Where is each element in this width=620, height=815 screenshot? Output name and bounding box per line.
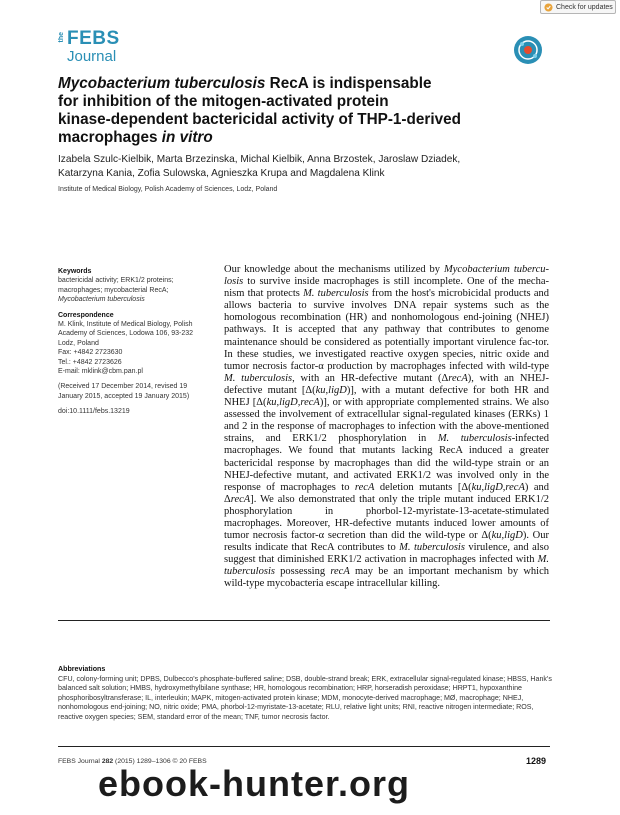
abstract-italic: recA: [448, 372, 468, 384]
title-italic-organism: Mycobacterium tuberculosis: [58, 75, 266, 92]
abstract-text: Our knowledge about the mechanisms utilized by: [224, 264, 444, 275]
received-line: January 2015, accepted 19 January 2015): [58, 392, 190, 400]
title-line3: kinase-dependent bactericidal activity of THP-1-derived: [58, 111, 461, 128]
abstract-text: from the host's microbicidal products and allows bacteria to survive involves DNA repair systems such as the homologous recombination (HR) and nonhomologous end-joining (NHEJ) pathways. It is accepted that any pathway that contributes to genome maintenance should be considered as potentially important virulence fac-tor. In these studies, we investigated reactive oxygen species, nitric oxide and tumor necrosis factor-α production by macrophages infected with wild-type: [224, 288, 549, 372]
keyword-line: Mycobacterium tuberculosis: [58, 296, 145, 304]
title-italic-in-vitro: in vitro: [161, 129, 213, 146]
title-line4: macrophages: [58, 129, 162, 146]
logo-febs: FEBS: [67, 28, 120, 49]
keywords-heading: Keywords: [58, 268, 92, 275]
abstract: [224, 264, 549, 591]
page-number: 1289: [526, 756, 547, 766]
abstract-italic: M. tuberculosis: [303, 288, 369, 300]
abstract-text: to survive inside macrophages is still incomplete. One of the mecha-nism that protects: [224, 276, 549, 300]
abstract-text: -infected macrophages. We found that mutants lacking RecA induced a greater bactericidal response by macrophages than did the wild-type strain or an NHEJ-defective mutant, and activated ERK1/2 was involved only in the response of macrophages to: [224, 433, 549, 493]
abstract-text: ) and Δ: [224, 481, 549, 505]
footer-pages: (2015) 1289–1306 © 20: [113, 758, 187, 765]
correspondence-line: M. Klink, Institute of Medical Biology, Polish: [58, 321, 193, 329]
abstract-text: virulence, and also suggest that diminished ERK1/2 activation in macrophages infected with: [224, 542, 549, 566]
abstract-italic: M. tuberculosis: [437, 433, 512, 445]
abbreviations-text: CFU, colony-forming unit; DPBS, Dulbecco's phosphate-buffered saline; DSB, double-strand break; ERK, extracellular signal-regulated kinase; HBSS, Hank's balanced salt solution; HMBS, hydroxymethylbilane synthase; HR, homologous recombination; HRP, horseradish peroxidase; HRPT1, hypoxanthine phosphoribosyltransferase; IL, interleukin; MAPK, mitogen-activated protein kinase; MDM, monocyte-derived macrophage; MØ, macrophage; NHEJ, nonhomologous end-joining; NO, nitric oxide; PMA, phorbol-12-myristate-13-acetate; RLU, relative light units; RNI, reactive nitrogen intermediate; ROS, reactive oxygen species; SEM, standard error of the mean; TNF, tumor necrosis factor.: [58, 674, 552, 721]
abstract-italic: recA: [354, 481, 375, 493]
correspondence-line: Academy of Sciences, Lodowa 106, 93-232: [58, 330, 194, 338]
febs-journal-logo: [58, 28, 128, 72]
authors-line2: Katarzyna Kania, Zofia Sulowska, Agnieszka Krupa and Magdalena Klink: [58, 168, 385, 179]
abstract-italic: ku,ligD,recA: [471, 481, 525, 493]
abstract-italic: ku,ligD: [491, 530, 523, 542]
footer-journal: FEBS Journal: [58, 758, 102, 765]
check-updates-label: Check for updates: [556, 3, 613, 11]
footer-publisher: FEBS: [186, 758, 207, 765]
correspondence-fax: Fax: +4842 2723630: [58, 349, 123, 357]
abstract-italic: ku,ligD,recA: [266, 397, 320, 409]
footer-volume: 282: [101, 758, 114, 765]
abstract-text: )], with a mutant defective for both HR and NHEJ [Δ(: [224, 384, 549, 409]
abstract-italic: Mycobacterium tubercu-losis: [224, 264, 550, 288]
febs-emblem-icon: [513, 35, 543, 65]
correspondence-line: Lodz, Poland: [58, 339, 99, 347]
author-list: [58, 153, 568, 181]
abstract-text: deletion mutants [Δ(: [374, 481, 472, 493]
abstract-text: ). Our results indicate that RecA contributes to: [224, 530, 550, 554]
footer-divider: [58, 746, 550, 747]
abstract-text: possessing: [274, 566, 331, 578]
check-for-updates-button[interactable]: [540, 0, 616, 14]
logo-journal: Journal: [67, 48, 117, 65]
abstract-italic: ku,ligD: [315, 384, 347, 396]
abstract-text: ]. We also demonstrated that only the triple mutant induced ERK1/2 phosphorylation in phorbol-12-myristate-13-acetate-stimulated macrophages. Moreover, HR-defective mutants induced lower amounts of tumor necrosis factor-α secretion than did the wild-type or Δ(: [224, 493, 549, 542]
abbreviations-heading: Abbreviations: [58, 665, 106, 673]
divider: [58, 620, 550, 621]
abstract-italic: recA: [330, 566, 350, 578]
authors-line1: Izabela Szulc-Kielbik, Marta Brzezinska, Michal Kielbik, Anna Brzostek, Jaroslaw Dziadek,: [58, 154, 461, 165]
abstract-text: , with an HR-defective mutant (Δ: [292, 372, 449, 384]
logo-prefix: the: [58, 32, 65, 43]
watermark: ebook-hunter.org: [98, 763, 410, 804]
check-updates-icon: [544, 3, 553, 12]
keyword-line: macrophages; mycobacterial RecA;: [58, 286, 169, 294]
abstract-text: )], or with appropriate complemented strains. We also assessed the involvement of extracellular signal-regulated kinases (ERKs) 1 and 2 in the response of macrophages to infection with the above-mentioned strains, and ERK1/2 phosphorylation in: [224, 397, 549, 445]
abstract-italic: M. tuberculosis: [224, 372, 293, 384]
correspondence-tel: Tel.: +4842 2723626: [58, 358, 122, 366]
abbreviations: [58, 665, 558, 723]
article-title: [58, 75, 568, 147]
title-line1: RecA is indispensable: [265, 75, 432, 92]
abstract-italic: recA: [230, 493, 251, 505]
title-line2: for inhibition of the mitogen-activated protein: [58, 93, 389, 110]
abstract-italic: M. tuberculosis: [224, 554, 549, 578]
affiliation: Institute of Medical Biology, Polish Academy of Sciences, Lodz, Poland: [58, 186, 278, 193]
correspondence-email[interactable]: E-mail: mklink@cbm.pan.pl: [58, 368, 143, 376]
correspondence-heading: Correspondence: [58, 311, 114, 319]
sidebar: [58, 267, 208, 417]
received-line: (Received 17 December 2014, revised 19: [58, 383, 188, 391]
abstract-text: may be an important mechanism by which wild-type mycobacteria escape intracellular killing.: [224, 566, 549, 590]
keyword-line: bactericidal activity; ERK1/2 proteins;: [58, 277, 174, 285]
doi-link[interactable]: doi:10.1111/febs.13219: [58, 408, 130, 416]
abstract-italic: M. tuberculosis: [399, 542, 465, 554]
abstract-text: ), with an NHEJ-defective mutant [Δ(: [224, 372, 549, 396]
